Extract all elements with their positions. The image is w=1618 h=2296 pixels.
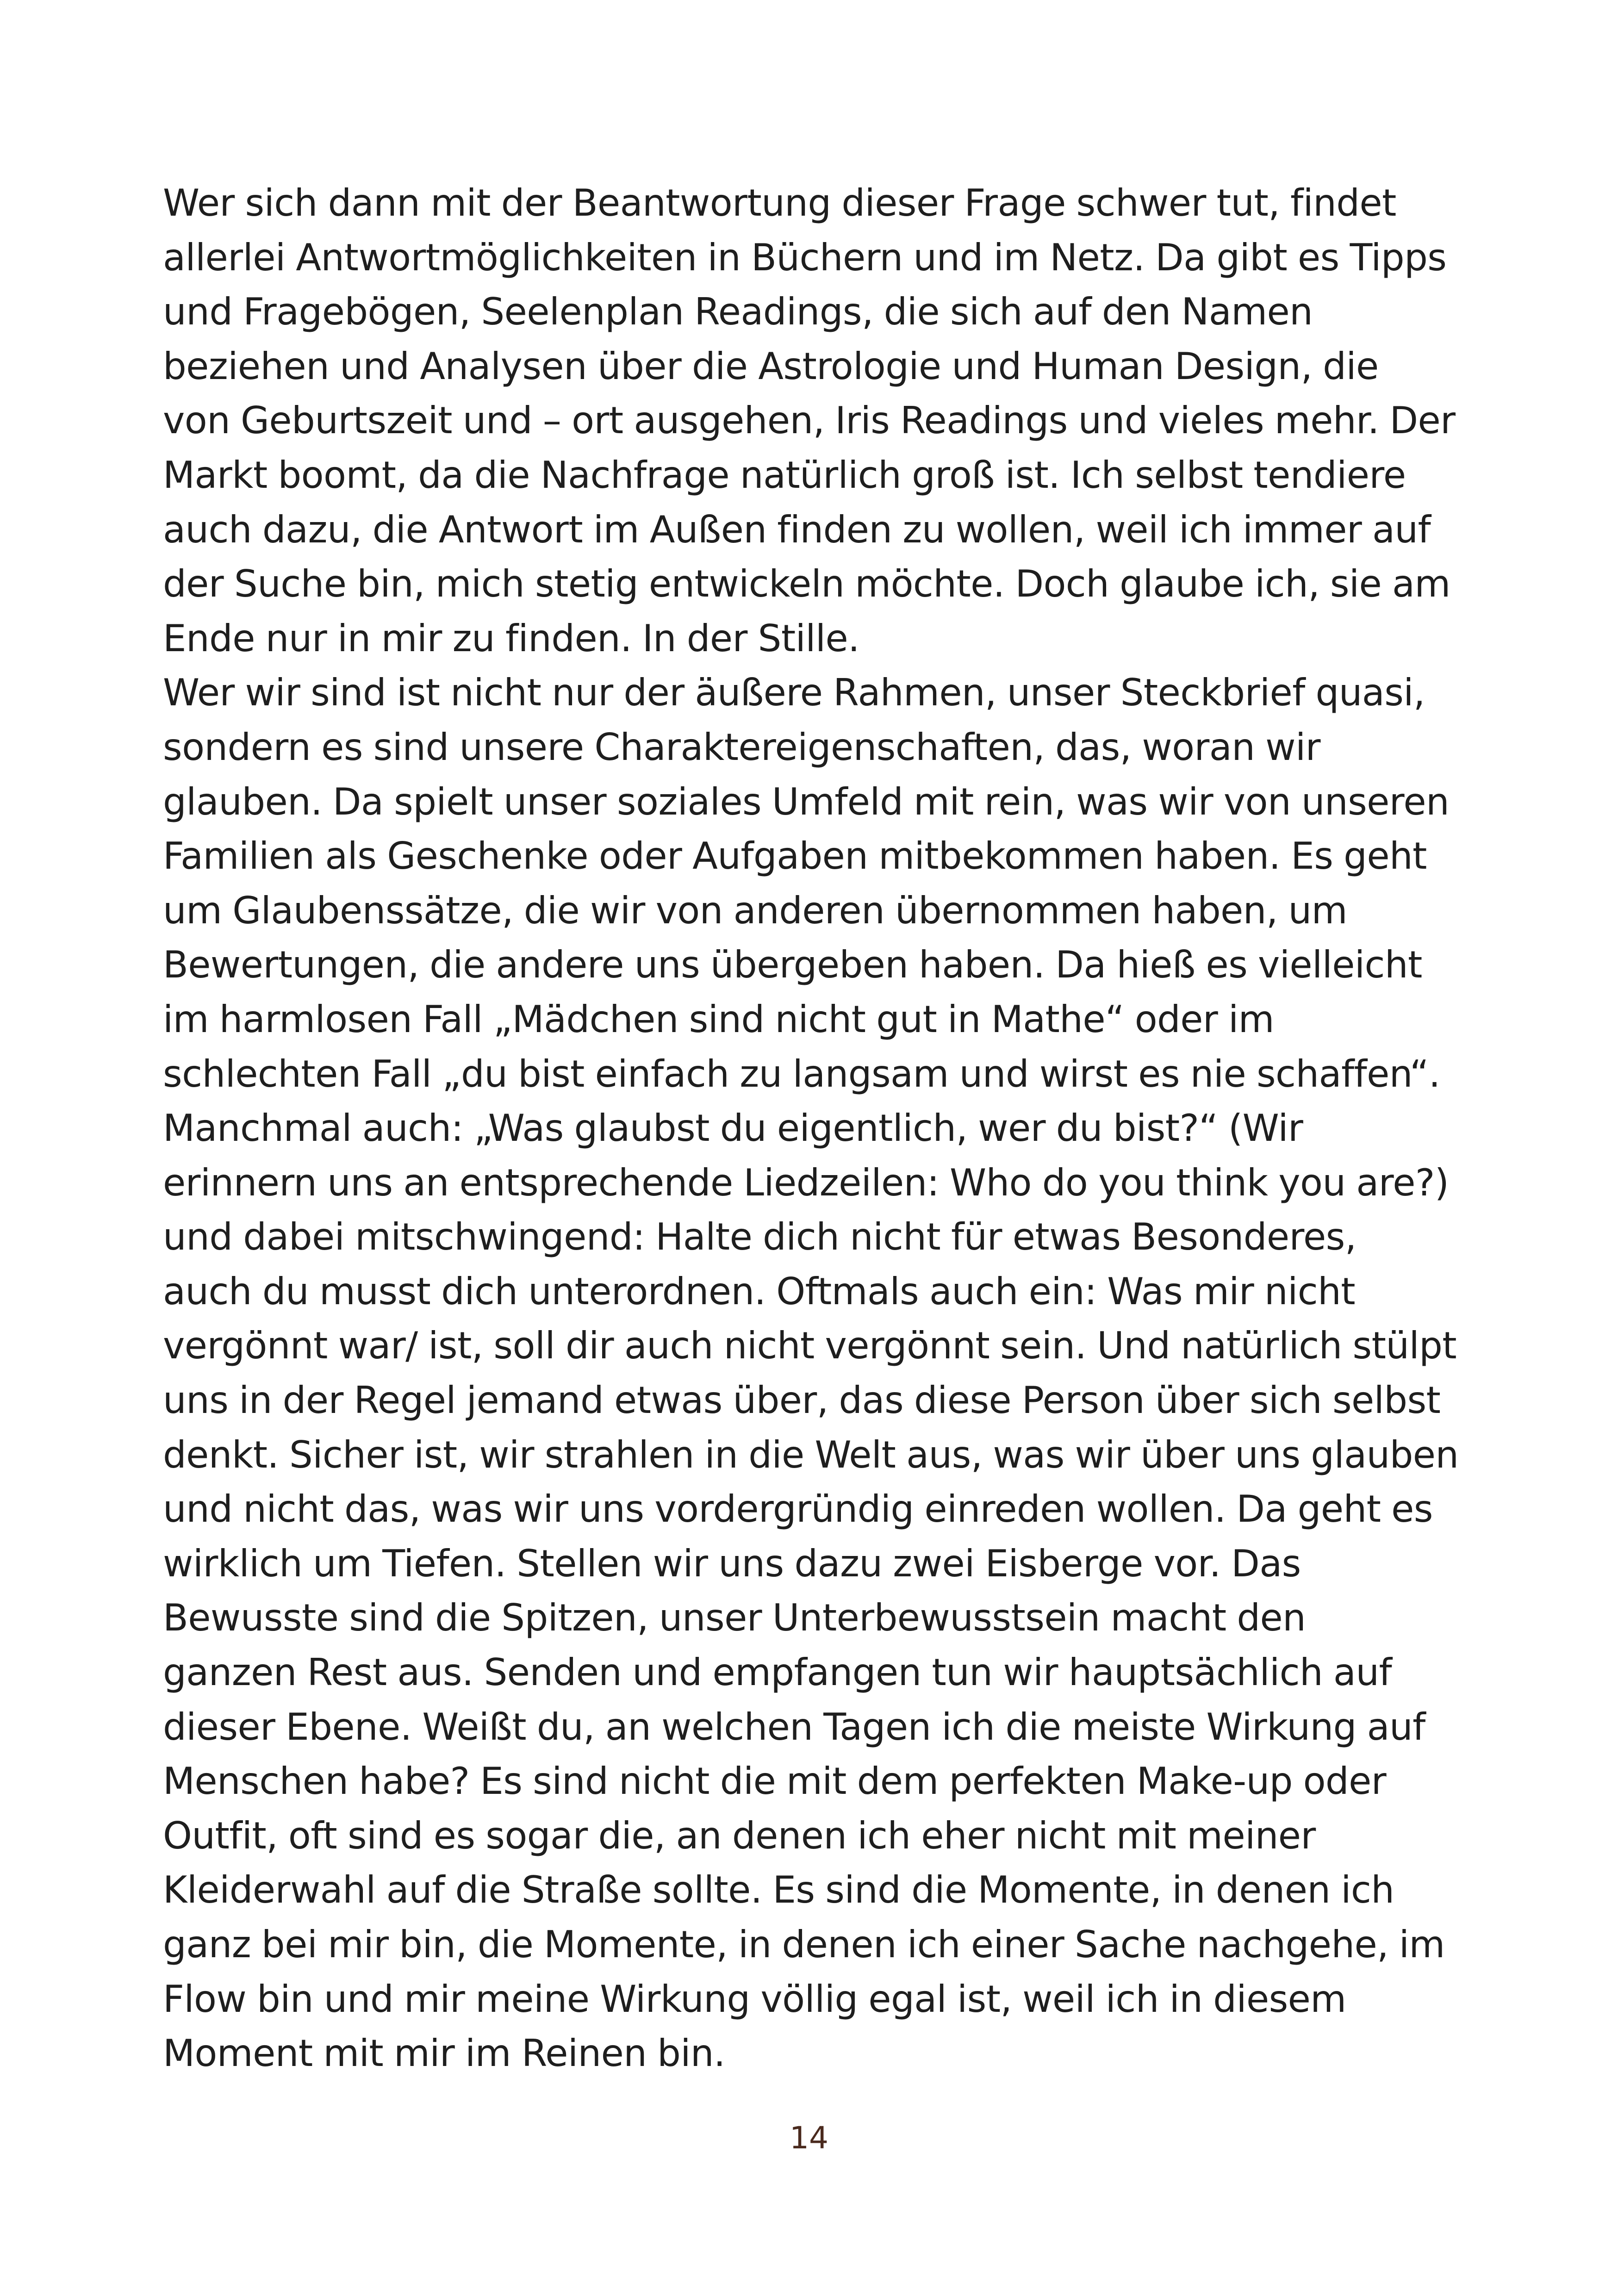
text-line: Familien als Geschenke oder Aufgaben mitbekommen haben. Es geht bbox=[163, 834, 1427, 878]
text-line: Moment mit mir im Reinen bin. bbox=[163, 2032, 725, 2075]
text-line: allerlei Antwortmöglichkeiten in Büchern und im Netz. Da gibt es Tipps bbox=[163, 236, 1447, 279]
text-line: und dabei mitschwingend: Halte dich nicht für etwas Besonderes, bbox=[163, 1215, 1357, 1259]
text-line: und nicht das, was wir uns vordergründig einreden wollen. Da geht es bbox=[163, 1487, 1433, 1531]
text-line: ganz bei mir bin, die Momente, in denen ich einer Sache nachgehe, im bbox=[163, 1923, 1445, 1966]
text-line: denkt. Sicher ist, wir strahlen in die Welt aus, was wir über uns glauben bbox=[163, 1433, 1459, 1476]
text-line: Outfit, oft sind es sogar die, an denen ich eher nicht mit meiner bbox=[163, 1814, 1316, 1857]
text-line: vergönnt war/ ist, soll dir auch nicht vergönnt sein. Und natürlich stülpt bbox=[163, 1324, 1457, 1368]
text-line: um Glaubenssätze, die wir von anderen übernommen haben, um bbox=[163, 889, 1347, 932]
text-line: und Fragebögen, Seelenplan Readings, die sich auf den Namen bbox=[163, 290, 1313, 334]
text-line: dieser Ebene. Weißt du, an welchen Tagen ich die meiste Wirkung auf bbox=[163, 1705, 1425, 1748]
text-line: Kleiderwahl auf die Straße sollte. Es sind die Momente, in denen ich bbox=[163, 1868, 1394, 1912]
text-line: Ende nur in mir zu finden. In der Stille. bbox=[163, 616, 859, 660]
text-line: Wer wir sind ist nicht nur der äußere Rahmen, unser Steckbrief quasi, bbox=[163, 671, 1425, 715]
text-line: im harmlosen Fall „Mädchen sind nicht gut in Mathe“ oder im bbox=[163, 997, 1274, 1041]
text-line: Wer sich dann mit der Beantwortung dieser Frage schwer tut, findet bbox=[163, 181, 1396, 224]
page-number: 14 bbox=[790, 2120, 828, 2156]
text-line: schlechten Fall „du bist einfach zu langsam und wirst es nie schaffen“. bbox=[163, 1052, 1440, 1095]
text-line: auch du musst dich unterordnen. Oftmals auch ein: Was mir nicht bbox=[163, 1269, 1356, 1313]
text-line: Flow bin und mir meine Wirkung völlig egal ist, weil ich in diesem bbox=[163, 1977, 1346, 2021]
text-line: sondern es sind unsere Charaktereigenschaften, das, woran wir bbox=[163, 725, 1320, 769]
text-line: wirklich um Tiefen. Stellen wir uns dazu zwei Eisberge vor. Das bbox=[163, 1542, 1301, 1585]
text-line: ganzen Rest aus. Senden und empfangen tun wir hauptsächlich auf bbox=[163, 1651, 1392, 1694]
text-line: der Suche bin, mich stetig entwickeln möchte. Doch glaube ich, sie am bbox=[163, 562, 1450, 606]
text-line: Bewusste sind die Spitzen, unser Unterbewusstsein macht den bbox=[163, 1596, 1306, 1640]
text-line: Bewertungen, die andere uns übergeben haben. Da hieß es vielleicht bbox=[163, 943, 1422, 987]
text-line: beziehen und Analysen über die Astrologie und Human Design, die bbox=[163, 344, 1379, 388]
text-line: Markt boomt, da die Nachfrage natürlich groß ist. Ich selbst tendiere bbox=[163, 453, 1406, 497]
body-text bbox=[163, 176, 1468, 2081]
text-line: uns in der Regel jemand etwas über, das diese Person über sich selbst bbox=[163, 1379, 1441, 1422]
text-line: glauben. Da spielt unser soziales Umfeld mit rein, was wir von unseren bbox=[163, 780, 1450, 823]
text-line: erinnern uns an entsprechende Liedzeilen: Who do you think you are?) bbox=[163, 1161, 1449, 1204]
text-line: von Geburtszeit und – ort ausgehen, Iris Readings und vieles mehr. Der bbox=[163, 399, 1456, 442]
text-line: Manchmal auch: „Was glaubst du eigentlich, wer du bist?“ (Wir bbox=[163, 1107, 1303, 1150]
text-line: auch dazu, die Antwort im Außen finden zu wollen, weil ich immer auf bbox=[163, 508, 1431, 551]
text-line: Menschen habe? Es sind nicht die mit dem perfekten Make-up oder bbox=[163, 1760, 1387, 1803]
